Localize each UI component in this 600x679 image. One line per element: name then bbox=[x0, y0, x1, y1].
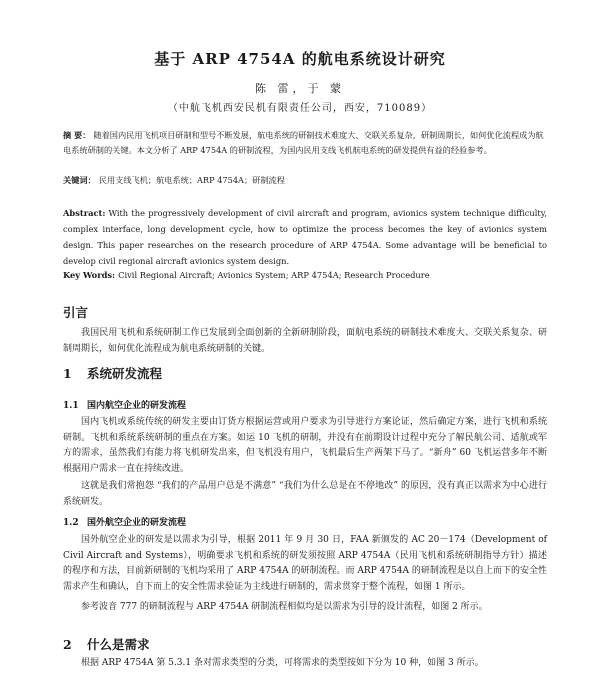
section-1-2-title: 国外航空企业的研发流程 bbox=[87, 518, 187, 528]
intro-heading: 引言 bbox=[63, 305, 89, 320]
keywords-en-text: Civil Regional Aircraft; Avionics System; ARP 4754A; Research Procedure bbox=[118, 270, 430, 280]
section-2-paragraph-1: 根据 ARP 4754A 第 5.3.1 条对需求类型的分类，可将需求的类型按如下分为 10 种，如图 3 所示。 bbox=[81, 658, 484, 668]
keywords-en-label: Key Words: bbox=[63, 270, 116, 280]
abstract-cn bbox=[63, 128, 547, 158]
section-1-2-paragraph-1: 国外航空企业的研发是以需求为引导，根据 2011 年 9 月 30 日，FAA 新颁发的 AC 20－174（Development of Civil Aircraft and Systems），明确要求飞机和系统的研发须按照 ARP 4754A（民用飞机和系统研制指导方针）描述的程序和方法，目前新研制的飞机均采用了 ARP 4754A 的研制流程。而 ARP 4754A 的研制流程是以自上而下的安全性需求产生和确认，自下而上的安全性需求验证为主线进行研制的，需求贯穿于整个流程，如图 1 所示。 bbox=[63, 535, 547, 592]
keywords-cn-label: 关键词： bbox=[63, 175, 96, 185]
section-1-title: 系统研发流程 bbox=[87, 366, 163, 381]
section-2-title: 什么是需求 bbox=[87, 637, 150, 652]
section-1-heading bbox=[63, 364, 162, 382]
section-1-2-number: 1.2 bbox=[63, 518, 79, 528]
intro-paragraph: 我国民用飞机和系统研制工作已发展到全面创新的全新研制阶段，面航电系统的研制技术难度大、交联关系复杂、研制周期长，如何优化流程成为航电系统研制的关键。 bbox=[63, 328, 547, 354]
section-1-2-paragraph-2: 参考波音 777 的研制流程与 ARP 4754A 研制流程相似均是以需求为引导的设计流程，如图 2 所示。 bbox=[81, 602, 488, 612]
paper-authors: 陈 雷，于 蒙 bbox=[255, 82, 345, 95]
section-1-1-heading bbox=[63, 398, 186, 411]
keywords-en bbox=[63, 268, 547, 282]
abstract-cn-label: 摘 要： bbox=[63, 130, 91, 140]
section-1-2-heading bbox=[63, 515, 186, 528]
section-2-heading bbox=[63, 635, 150, 653]
section-1-number: 1 bbox=[63, 366, 72, 381]
section-1-1-title: 国内航空企业的研发流程 bbox=[87, 401, 187, 411]
section-1-1-paragraph-1: 国内飞机或系统传统的研发主要由订货方根据运营或用户要求为引导进行方案论证，然后确定方案，进行飞机和系统研制。飞机和系统系统研制的重点在方案。如运 10 飞机的研制，并没有在前期设计过程中充分了解民航公司、适航或军方的需求，虽然我们有能力将飞机研发出来，但飞机没有用户，飞机最后生产两架下马了。“新舟” 60 飞机运营多年不断根据用户需求一直在持续改进。 bbox=[63, 417, 547, 474]
section-1-1-number: 1.1 bbox=[63, 401, 79, 411]
abstract-en-label: Abstract: bbox=[63, 208, 106, 218]
keywords-cn-text: 民用支线飞机；航电系统；ARP 4754A；研制流程 bbox=[98, 175, 285, 185]
keywords-cn bbox=[63, 173, 547, 188]
section-1-1-paragraph-2: 这就是我们常抱怨 “我们的产品用户总是不满意” “我们为什么总是在不停地改” 的原因，没有真正以需求为中心进行系统研发。 bbox=[63, 481, 547, 507]
paper-title: 基于 ARP 4754A 的航电系统设计研究 bbox=[154, 50, 446, 68]
section-2-number: 2 bbox=[63, 637, 72, 652]
abstract-en bbox=[63, 205, 547, 269]
abstract-en-text: With the progressively development of civil aircraft and program, avionics system technique difficulty, complex interface, long development cycle, how to optimize the process becomes the key of avionics system design. This paper researches on the research procedure of ARP 4754A. Some advantage will be beneficial to develop civil regional aircraft avionics system design. bbox=[63, 208, 547, 266]
abstract-cn-text: 随着国内民用飞机项目研制和型号不断发展，航电系统的研制技术难度大、交联关系复杂，研制周期长，如何优化流程成为航电系统研制的关键。本文分析了 ARP 4754A 的研制流程，为国内民用支线飞机航电系统的研发提供有益的经验参考。 bbox=[63, 130, 544, 155]
paper-affiliation: （中航飞机西安民机有限责任公司，西安，710089） bbox=[167, 103, 433, 114]
